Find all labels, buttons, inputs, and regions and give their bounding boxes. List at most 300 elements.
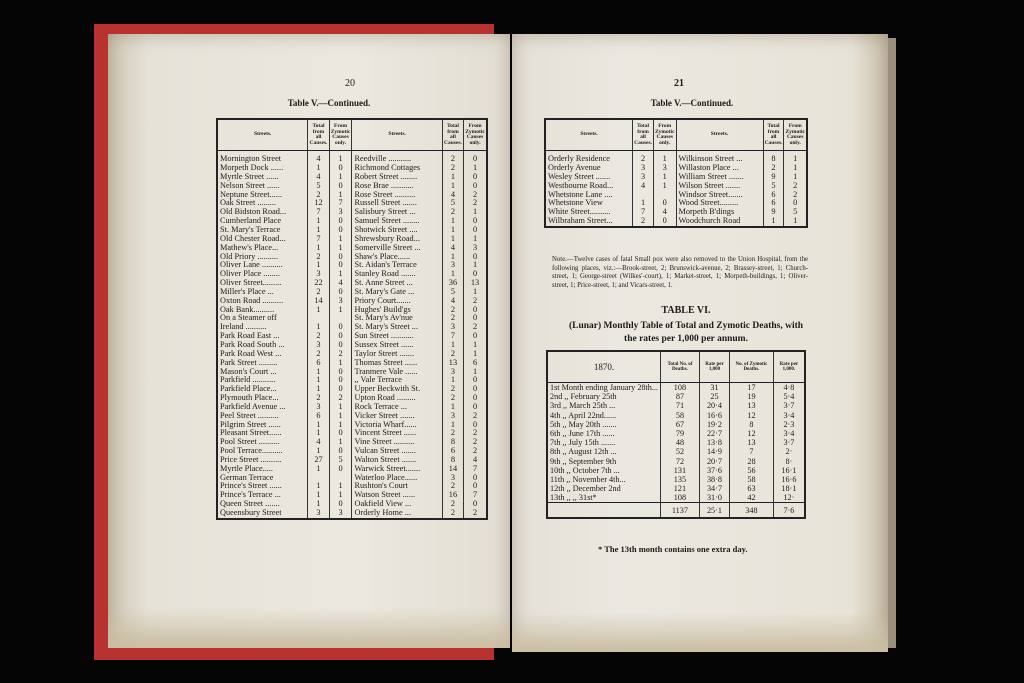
count-cell: 1 [653, 173, 676, 182]
count-cell: 1 [442, 341, 463, 350]
count-cell: 2 [329, 350, 352, 359]
count-cell: 6 [308, 411, 329, 420]
table-title: Table V.—Continued. [287, 98, 371, 108]
month-cell: 13th ,, ,, 31st* [547, 493, 661, 503]
street-name-cell: St. Mary's Av'nue [352, 314, 442, 323]
count-cell [633, 190, 654, 199]
count-cell: 2 [464, 429, 487, 438]
value-cell: 2· [773, 447, 805, 456]
table-row [217, 447, 487, 456]
value-cell: 12 [730, 429, 774, 438]
count-cell: 5 [442, 199, 463, 208]
street-name-cell: Shaw's Place...... [352, 252, 442, 261]
street-name-cell: Mornington Street [217, 151, 308, 164]
table-row [217, 323, 487, 332]
footnote: * The 13th month contains one extra day. [598, 544, 748, 554]
value-cell: 31 [699, 383, 729, 393]
value-cell: 8· [773, 457, 805, 466]
street-name-cell: Oak Street ......... [217, 199, 308, 208]
count-cell: 1 [329, 173, 352, 182]
street-name-cell: Morpeth Dock ...... [217, 164, 308, 173]
table-vi-subtitle: (Lunar) Monthly Table of Total and Zymotic Deaths, with [568, 321, 804, 331]
street-name-cell: Neptune Street...... [217, 190, 308, 199]
count-cell: 1 [442, 252, 463, 261]
table-row [545, 199, 807, 208]
value-cell: 79 [661, 429, 700, 438]
value-cell: 20·7 [699, 457, 729, 466]
count-cell: 1 [308, 164, 329, 173]
value-cell: 87 [661, 392, 700, 401]
table-row [217, 182, 487, 191]
street-name-cell: Upper Beckwith St. [352, 385, 442, 394]
count-cell: 2 [464, 323, 487, 332]
count-cell: 8 [442, 438, 463, 447]
count-cell: 2 [442, 151, 463, 164]
street-name-cell: Westbourne Road... [545, 182, 633, 191]
count-cell: 7 [464, 491, 487, 500]
street-name-cell: Robert Street ........ [352, 173, 442, 182]
table-row [547, 392, 805, 401]
street-name-cell: Shotwick Street .... [352, 226, 442, 235]
total-cell: 348 [730, 503, 774, 519]
value-cell: 67 [661, 420, 700, 429]
street-name-cell: Oliver Lane .......... [217, 261, 308, 270]
count-cell: 1 [308, 305, 329, 314]
count-cell: 0 [329, 182, 352, 191]
count-cell: 2 [442, 482, 463, 491]
count-cell: 0 [464, 182, 487, 191]
street-name-cell: Oxton Road .......... [217, 297, 308, 306]
count-cell: 2 [308, 394, 329, 403]
street-name-cell: Vine Street .......... [352, 438, 442, 447]
column-header: Rate per 1,000. [773, 351, 805, 383]
count-cell: 0 [329, 164, 352, 173]
count-cell: 1 [329, 270, 352, 279]
table-row [217, 420, 487, 429]
count-cell: 14 [442, 465, 463, 474]
count-cell: 2 [308, 190, 329, 199]
month-cell: 12th ,, December 2nd [547, 484, 661, 493]
count-cell: 7 [308, 235, 329, 244]
street-name-cell: Park Road East ... [217, 332, 308, 341]
count-cell: 1 [308, 447, 329, 456]
count-cell: 6 [763, 190, 784, 199]
month-cell: 7th ,, July 15th ....... [547, 438, 661, 447]
column-header: No. of Zymotic Deaths. [730, 351, 774, 383]
count-cell: 0 [329, 252, 352, 261]
street-name-cell: Waterloo Place...... [352, 473, 442, 482]
count-cell: 0 [464, 217, 487, 226]
count-cell: 0 [464, 226, 487, 235]
count-cell: 0 [329, 261, 352, 270]
count-cell: 1 [464, 288, 487, 297]
count-cell: 2 [442, 208, 463, 217]
table-row [217, 509, 487, 519]
count-cell: 1 [329, 235, 352, 244]
street-name-cell: Prince's Terrace ... [217, 491, 308, 500]
count-cell: 6 [442, 447, 463, 456]
count-cell: 2 [442, 164, 463, 173]
table-row [217, 429, 487, 438]
street-name-cell: Windsor Street....... [676, 190, 763, 199]
count-cell: 1 [653, 151, 676, 164]
street-name-cell: Mason's Court ... [217, 367, 308, 376]
month-cell: 4th ,, April 22nd...... [547, 411, 661, 420]
value-cell: 131 [661, 466, 700, 475]
count-cell: 0 [464, 305, 487, 314]
street-name-cell: Reedville ........... [352, 151, 442, 164]
table-vi-title: TABLE VI. [661, 305, 711, 316]
count-cell: 1 [329, 491, 352, 500]
value-cell: 19·2 [699, 420, 729, 429]
count-cell: 2 [442, 509, 463, 519]
street-name-cell: Rose Street .......... [352, 190, 442, 199]
count-cell: 3 [442, 473, 463, 482]
count-cell: 1 [442, 376, 463, 385]
count-cell: 1 [784, 164, 807, 173]
table-row [217, 332, 487, 341]
street-name-cell: Plymouth Place... [217, 394, 308, 403]
value-cell: 3·4 [773, 411, 805, 420]
table-row [217, 367, 487, 376]
count-cell: 1 [329, 305, 352, 314]
street-name-cell: Watson Street ...... [352, 491, 442, 500]
value-cell: 42 [730, 493, 774, 503]
count-cell: 1 [308, 323, 329, 332]
value-cell: 63 [730, 484, 774, 493]
street-name-cell: Rushton's Court [352, 482, 442, 491]
street-name-cell: Vicker Street ....... [352, 411, 442, 420]
count-cell: 0 [464, 332, 487, 341]
street-name-cell: Nelson Street ...... [217, 182, 308, 191]
count-cell: 3 [442, 367, 463, 376]
table-row [545, 164, 807, 173]
street-name-cell: Woodchurch Road [676, 217, 763, 227]
table-row [545, 190, 807, 199]
count-cell: 1 [784, 173, 807, 182]
street-name-cell: Park Road South ... [217, 341, 308, 350]
count-cell: 3 [442, 411, 463, 420]
count-cell: 0 [464, 473, 487, 482]
count-cell: 13 [464, 279, 487, 288]
count-cell: 2 [464, 199, 487, 208]
count-cell: 1 [329, 151, 352, 164]
count-cell: 0 [784, 199, 807, 208]
street-name-cell: Old Bidston Road... [217, 208, 308, 217]
count-cell: 2 [442, 350, 463, 359]
count-cell: 16 [442, 491, 463, 500]
count-cell: 2 [308, 350, 329, 359]
street-name-cell: St. Aidan's Terrace [352, 261, 442, 270]
count-cell: 1 [464, 164, 487, 173]
table-row [545, 208, 807, 217]
street-name-cell: Orderly Residence [545, 151, 633, 164]
count-cell: 4 [464, 456, 487, 465]
column-header: Total from all Causes. [442, 119, 463, 151]
column-header: Total from all Causes. [763, 119, 784, 151]
street-name-cell: Oak Bank.......... [217, 305, 308, 314]
count-cell: 1 [784, 217, 807, 227]
value-cell: 52 [661, 447, 700, 456]
street-name-cell: Park Road West ... [217, 350, 308, 359]
count-cell: 9 [763, 173, 784, 182]
count-cell: 3 [308, 403, 329, 412]
count-cell: 27 [308, 456, 329, 465]
table-row [217, 482, 487, 491]
table-row [217, 190, 487, 199]
count-cell: 2 [442, 394, 463, 403]
table-row [547, 484, 805, 493]
street-name-cell: Oliver Street......... [217, 279, 308, 288]
street-name-cell: Price Street .......... [217, 456, 308, 465]
street-name-cell: Samuel Street ........ [352, 217, 442, 226]
street-name-cell: Cumberland Place [217, 217, 308, 226]
street-name-cell: St. Mary's Gate ... [352, 288, 442, 297]
count-cell: 1 [329, 411, 352, 420]
table-row [217, 297, 487, 306]
count-cell: 1 [308, 261, 329, 270]
table-row [217, 261, 487, 270]
count-cell: 1 [633, 199, 654, 208]
count-cell: 1 [329, 358, 352, 367]
street-name-cell: Rose Brae ........... [352, 182, 442, 191]
page-number: 21 [674, 78, 684, 89]
count-cell: 5 [329, 456, 352, 465]
count-cell: 0 [329, 465, 352, 474]
count-cell: 4 [308, 438, 329, 447]
table-header-row [217, 119, 487, 151]
street-name-cell: Mathew's Place... [217, 243, 308, 252]
count-cell: 36 [442, 279, 463, 288]
count-cell: 1 [442, 173, 463, 182]
table-row [547, 438, 805, 447]
total-row [547, 503, 805, 519]
street-name-cell: Vincent Street ...... [352, 429, 442, 438]
street-name-cell: Russell Street ....... [352, 199, 442, 208]
table-header-row [547, 351, 805, 383]
street-name-cell: Wesley Street ....... [545, 173, 633, 182]
table-row [217, 252, 487, 261]
count-cell: 1 [464, 208, 487, 217]
street-name-cell: Oakfield View ... [352, 500, 442, 509]
column-header: Streets. [545, 119, 633, 151]
count-cell: 2 [442, 429, 463, 438]
value-cell: 28 [730, 457, 774, 466]
street-name-cell: Pool Terrace.......... [217, 447, 308, 456]
count-cell: 2 [464, 509, 487, 519]
street-name-cell: German Terrace [217, 473, 308, 482]
count-cell: 1 [464, 350, 487, 359]
street-name-cell: Myrtle Street ...... [217, 173, 308, 182]
count-cell: 0 [329, 376, 352, 385]
month-cell: 8th ,, August 12th ... [547, 447, 661, 456]
value-cell: 13 [730, 401, 774, 410]
count-cell: 12 [308, 199, 329, 208]
table-row [217, 226, 487, 235]
count-cell: 0 [464, 314, 487, 323]
table-row [217, 314, 487, 323]
table-row [217, 173, 487, 182]
value-cell: 13·8 [699, 438, 729, 447]
count-cell: 0 [464, 173, 487, 182]
count-cell: 4 [308, 173, 329, 182]
table-title: Table V.—Continued. [650, 98, 734, 108]
street-name-cell: Tranmere Vale ...... [352, 367, 442, 376]
value-cell: 12 [730, 411, 774, 420]
street-name-cell: Sun Street ........... [352, 332, 442, 341]
table-row [217, 403, 487, 412]
page-stain [512, 612, 888, 652]
count-cell: 2 [464, 447, 487, 456]
value-cell: 7 [730, 447, 774, 456]
streets-table [544, 118, 808, 228]
value-cell: 34·7 [699, 484, 729, 493]
count-cell: 2 [308, 252, 329, 261]
table-row [217, 456, 487, 465]
count-cell: 2 [329, 394, 352, 403]
street-name-cell: Whetstone View [545, 199, 633, 208]
count-cell: 3 [308, 509, 329, 519]
street-name-cell: White Street.......... [545, 208, 633, 217]
table-row [217, 208, 487, 217]
month-cell: 5th ,, May 20th ....... [547, 420, 661, 429]
street-name-cell: Willaston Place ... [676, 164, 763, 173]
value-cell: 3·7 [773, 438, 805, 447]
value-cell: 14·9 [699, 447, 729, 456]
value-cell: 18·1 [773, 484, 805, 493]
count-cell: 0 [329, 341, 352, 350]
table-row [217, 235, 487, 244]
count-cell: 1 [308, 367, 329, 376]
street-name-cell: Parkfield Place... [217, 385, 308, 394]
count-cell: 3 [308, 270, 329, 279]
count-cell: 1 [308, 226, 329, 235]
value-cell: 3·7 [773, 401, 805, 410]
street-name-cell: Victoria Wharf...... [352, 420, 442, 429]
street-name-cell: St. Mary's Street ... [352, 323, 442, 332]
table-row [217, 385, 487, 394]
count-cell: 0 [329, 288, 352, 297]
total-cell: 25·1 [699, 503, 729, 519]
street-name-cell: Sussex Street ...... [352, 341, 442, 350]
table-row [547, 457, 805, 466]
count-cell: 2 [308, 332, 329, 341]
count-cell: 1 [329, 438, 352, 447]
street-name-cell: Oliver Place ........ [217, 270, 308, 279]
value-cell: 58 [661, 411, 700, 420]
count-cell: 1 [308, 429, 329, 438]
count-cell: 4 [442, 190, 463, 199]
table-row [547, 420, 805, 429]
count-cell: 2 [633, 217, 654, 227]
monthly-deaths-table [546, 350, 806, 519]
street-name-cell: Priory Court....... [352, 297, 442, 306]
table-row [217, 217, 487, 226]
count-cell: 7 [308, 208, 329, 217]
count-cell: 1 [308, 482, 329, 491]
table-row [217, 491, 487, 500]
table-row [217, 500, 487, 509]
count-cell: 4 [653, 208, 676, 217]
table-row [547, 466, 805, 475]
month-cell: 2nd ,, February 25th [547, 392, 661, 401]
value-cell: 22·7 [699, 429, 729, 438]
street-name-cell: St. Mary's Terrace [217, 226, 308, 235]
count-cell: 22 [308, 279, 329, 288]
street-name-cell: Queen Street ....... [217, 500, 308, 509]
street-name-cell: Peel Street .......... [217, 411, 308, 420]
table-row [217, 151, 487, 164]
count-cell [329, 473, 352, 482]
count-cell [653, 190, 676, 199]
count-cell: 2 [464, 297, 487, 306]
table-row [547, 401, 805, 410]
table-row [545, 151, 807, 164]
street-name-cell: Whetstone Lane .... [545, 190, 633, 199]
count-cell: 1 [442, 403, 463, 412]
street-name-cell: Richmond Cottages [352, 164, 442, 173]
count-cell: 9 [763, 208, 784, 217]
street-name-cell: Pleasant Street...... [217, 429, 308, 438]
count-cell: 3 [442, 261, 463, 270]
table-row [217, 350, 487, 359]
value-cell: 13 [730, 438, 774, 447]
street-name-cell: Parkfield Avenue ... [217, 403, 308, 412]
count-cell: 13 [442, 358, 463, 367]
count-cell: 4 [633, 182, 654, 191]
count-cell: 0 [329, 323, 352, 332]
count-cell: 2 [442, 314, 463, 323]
month-cell: 3rd ,, March 25th ... [547, 401, 661, 410]
count-cell: 1 [329, 190, 352, 199]
column-header: Streets. [352, 119, 442, 151]
count-cell: 4 [329, 279, 352, 288]
table-row [217, 288, 487, 297]
count-cell: 0 [329, 385, 352, 394]
table-row [217, 305, 487, 314]
table-row [545, 173, 807, 182]
count-cell: 5 [763, 182, 784, 191]
count-cell: 2 [784, 190, 807, 199]
table-row [217, 394, 487, 403]
value-cell: 37·6 [699, 466, 729, 475]
value-cell: 108 [661, 493, 700, 503]
column-header: From Zymotic Causes only. [784, 119, 807, 151]
street-name-cell: Wood Street......... [676, 199, 763, 208]
street-name-cell: Morpeth B'dings [676, 208, 763, 217]
table-row [217, 465, 487, 474]
column-header: From Zymotic Causes only. [464, 119, 487, 151]
total-cell: 1137 [661, 503, 700, 519]
table-row [547, 429, 805, 438]
count-cell: 1 [442, 226, 463, 235]
count-cell: 1 [308, 217, 329, 226]
count-cell: 0 [464, 252, 487, 261]
count-cell: 5 [442, 288, 463, 297]
count-cell: 1 [308, 465, 329, 474]
street-name-cell: Rock Terrace ... [352, 403, 442, 412]
count-cell: 1 [308, 420, 329, 429]
count-cell: 1 [308, 500, 329, 509]
table-row [217, 164, 487, 173]
value-cell: 16·6 [773, 475, 805, 484]
count-cell: 3 [308, 341, 329, 350]
value-cell: 71 [661, 401, 700, 410]
street-name-cell: Wilkinson Street ... [676, 151, 763, 164]
column-header: From Zymotic Causes only. [329, 119, 352, 151]
count-cell: 2 [464, 438, 487, 447]
count-cell: 1 [329, 243, 352, 252]
